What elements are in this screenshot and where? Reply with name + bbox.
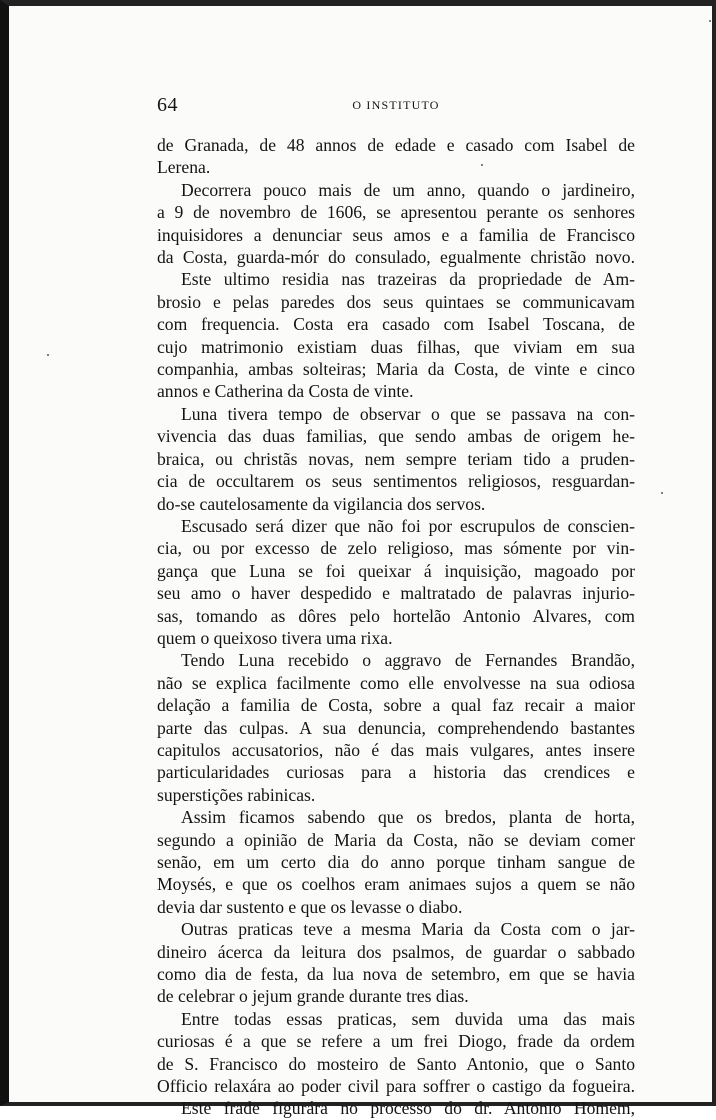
text-line: inquisidores a denunciar seus amos e a familia de Francisco — [157, 224, 635, 245]
text-line: de celebrar o jejum grande durante tres dias. — [157, 986, 469, 1007]
text-line: delação a familia de Costa, sobre a qual faz recair a maior — [157, 695, 635, 716]
text-line: gança que Luna se foi queixar á inquisição, magoado por — [157, 560, 635, 581]
text-line: a 9 de novembro de 1606, se apresentou perante os senhores — [157, 202, 635, 223]
text-line: Assim ficamos sabendo que os bredos, planta de horta, — [181, 807, 635, 828]
text-line: de S. Francisco do mosteiro de Santo Antonio, que o Santo — [157, 1053, 635, 1074]
text-line: dineiro ácerca da leitura dos psalmos, de guardar o sabbado — [157, 941, 635, 962]
print-speck — [481, 164, 483, 166]
text-line: senão, em um certo dia do anno porque tinham sangue de — [157, 852, 635, 872]
text-line: segundo a opinião de Maria da Costa, não se deviam comer — [157, 829, 635, 850]
text-line: Outras praticas teve a mesma Maria da Costa com o jar- — [181, 919, 635, 940]
text-line: quem o queixoso tivera uma rixa. — [157, 627, 393, 648]
text-line: sas, tomando as dôres pelo hortelão Antonio Alvares, com — [157, 605, 635, 626]
text-line: cia, ou por excesso de zelo religioso, mas sómente por vin- — [157, 538, 635, 559]
print-speck — [47, 354, 49, 356]
text-line: Tendo Luna recebido o aggravo de Fernandes Brandão, — [181, 650, 635, 671]
print-speck — [709, 20, 711, 22]
text-line: capitulos accusatorios, não é das mais vulgares, antes insere — [157, 739, 635, 760]
text-line: do-se cautelosamente da vigilancia dos servos. — [157, 493, 486, 514]
text-line: como dia de festa, da lua nova de setembro, em que se havia — [157, 964, 635, 985]
text-line: braica, ou christãs novas, nem sempre teriam tido a pruden- — [157, 448, 635, 469]
text-line: Este ultimo residia nas trazeiras da propriedade de Am- — [181, 269, 635, 290]
text-line: brosio e pelas paredes dos seus quintaes se communicavam — [157, 291, 635, 312]
text-line: superstições rabinicas. — [157, 784, 316, 805]
text-line: não se explica facilmente como elle envolvesse na sua odiosa — [157, 672, 635, 693]
text-line: Moysés, e que os coelhos eram animaes sujos a quem se não — [157, 874, 635, 895]
print-speck — [661, 492, 663, 494]
text-line: seu amo o haver despedido e maltratado de palavras injurio- — [157, 583, 635, 604]
text-line: Este frade figurára no processo do dr. Antonio Homem, — [181, 1098, 635, 1119]
text-line: Lerena. — [157, 157, 211, 178]
page-number: 64 — [157, 94, 178, 116]
text-line: Luna tivera tempo de observar o que se passava na con- — [181, 403, 635, 424]
text-line: Officio relaxára ao poder civil para soffrer o castigo da fogueira. — [157, 1076, 635, 1097]
text-line: Escusado será dizer que não foi por escrupulos de conscien- — [181, 515, 635, 536]
text-line: cia de occultarem os seus sentimentos religiosos, resguardan- — [157, 471, 635, 492]
page-header — [157, 94, 635, 118]
text-line: devia dar sustento e que os levasse o diabo. — [157, 896, 463, 917]
text-line: com frequencia. Costa era casado com Isabel Toscana, de — [157, 314, 635, 335]
text-line: companhia, ambas solteiras; Maria da Costa, de vinte e cinco — [157, 359, 635, 380]
text-line: cujo matrimonio existiam duas filhas, que viviam em sua — [157, 336, 635, 357]
body-text — [157, 134, 635, 1120]
running-title: O INSTITUTO — [352, 98, 440, 112]
text-line: vivencia das duas familias, que sendo ambas de origem he- — [157, 426, 635, 447]
text-line: parte das culpas. A sua denuncia, comprehendendo bastantes — [157, 717, 635, 738]
text-line: Decorrera pouco mais de um anno, quando o jardineiro, — [181, 179, 635, 200]
text-line: curiosas é a que se refere a um frei Diogo, frade da ordem — [157, 1031, 635, 1052]
text-line: particularidades curiosas para a historia das crendices e — [157, 762, 635, 783]
text-line: Entre todas essas praticas, sem duvida uma das mais — [181, 1008, 635, 1029]
text-line: annos e Catherina da Costa de vinte. — [157, 381, 414, 402]
text-line: de Granada, de 48 annos de edade e casado com Isabel de — [157, 135, 635, 155]
text-line: da Costa, guarda-mór do consulado, egualmente christão novo. — [157, 247, 635, 268]
